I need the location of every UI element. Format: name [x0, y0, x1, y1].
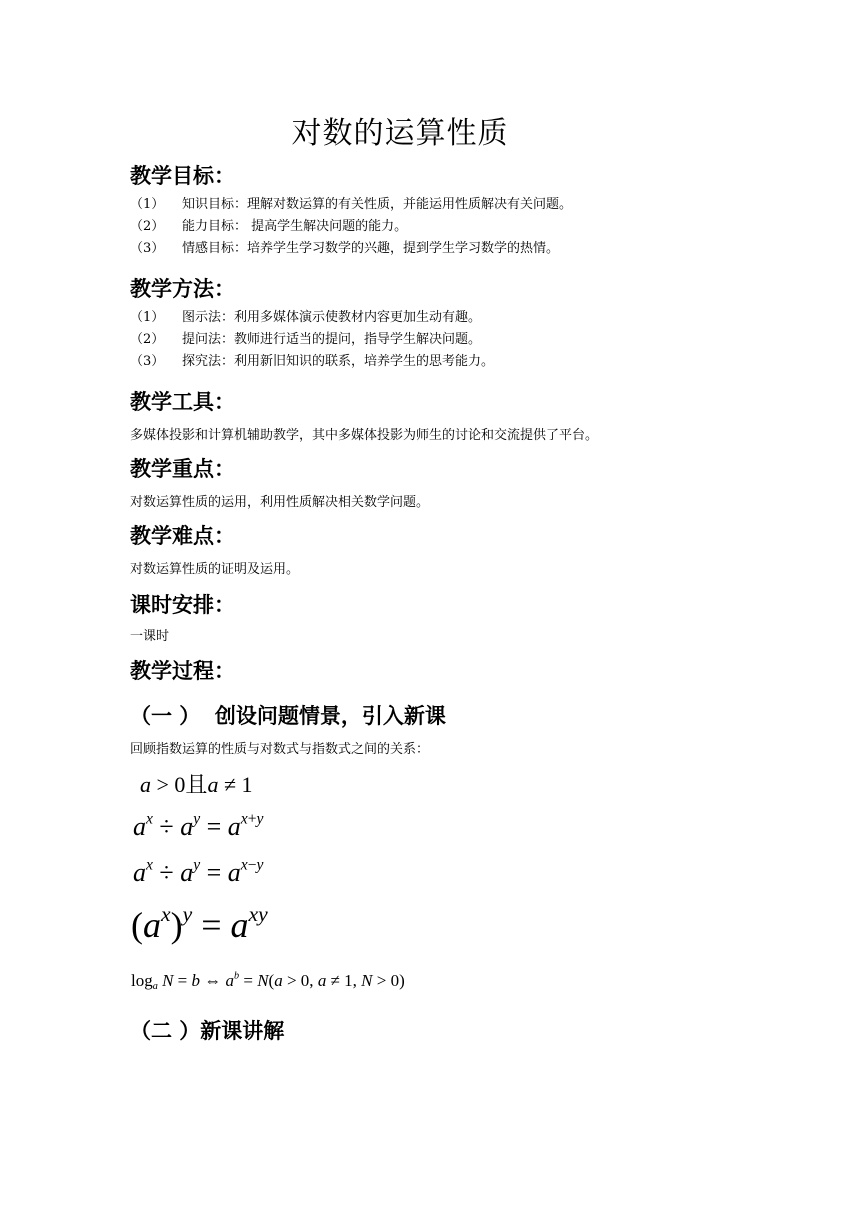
process-heading: 教学过程： — [130, 659, 235, 683]
item-text: 图示法：利用多媒体演示使教材内容更加生动有趣。 — [182, 310, 482, 325]
difficulties-heading: 教学难点： — [130, 524, 235, 548]
objective-item — [130, 219, 407, 235]
objectives-heading: 教学目标： — [130, 164, 235, 188]
section1-title: （一 ） 创设问题情景，引入新课 — [130, 704, 446, 728]
item-text: 探究法：利用新旧知识的联系，培养学生的思考能力。 — [182, 354, 495, 369]
item-number: （1） — [130, 310, 165, 325]
key-points-heading: 教学重点： — [130, 457, 235, 481]
key-points-text: 对数运算性质的运用，利用性质解决相关数学问题。 — [130, 495, 430, 510]
item-text: 情感目标：培养学生学习数学的兴趣，提到学生学习数学的热情。 — [182, 241, 560, 256]
formula-log-definition: $\log_a N = b$ ⇔ $a^b = N(a > 0$, a ≠ 1, N > 0) — [131, 970, 405, 993]
difficulties-text: 对数运算性质的证明及运用。 — [130, 562, 300, 577]
formula-exponent-power: $(a^x)^y = a^{xy}$ — [131, 901, 268, 945]
item-text: 知识目标：理解对数运算的有关性质，并能运用性质解决有关问题。 — [182, 197, 573, 212]
tools-text: 多媒体投影和计算机辅助教学，其中多媒体投影为师生的讨论和交流提供了平台。 — [130, 428, 599, 443]
item-number: （3） — [130, 241, 165, 256]
item-number: （1） — [130, 197, 165, 212]
formula-exponent-quotient: $a^x \div a^y = a^{x-y}$ — [133, 856, 264, 887]
tools-heading: 教学工具： — [130, 390, 235, 414]
method-item — [130, 310, 481, 326]
methods-heading: 教学方法： — [130, 277, 235, 301]
item-number: （3） — [130, 354, 165, 369]
objective-item — [130, 241, 559, 257]
formula-exponent-product: $a^x \div a^y = a^{x+y}$ — [133, 810, 264, 841]
page-title: 对数的运算性质 — [291, 116, 509, 151]
objective-item — [130, 197, 572, 213]
schedule-text: 一课时 — [130, 629, 170, 644]
item-number: （2） — [130, 219, 165, 234]
section1-intro: 回顾指数运算的性质与对数式与指数式之间的关系： — [130, 742, 430, 757]
method-item — [130, 354, 494, 370]
section2-title: （二 ）新课讲解 — [130, 1019, 285, 1043]
schedule-heading: 课时安排： — [130, 593, 235, 617]
method-item — [130, 332, 481, 348]
item-text: 能力目标： 提高学生解决问题的能力。 — [182, 219, 408, 234]
and-label: 且 — [185, 773, 208, 798]
formula-condition: a > 0且a ≠ 1 — [140, 772, 253, 798]
item-text: 提问法：教师进行适当的提问，指导学生解决问题。 — [182, 332, 482, 347]
item-number: （2） — [130, 332, 165, 347]
